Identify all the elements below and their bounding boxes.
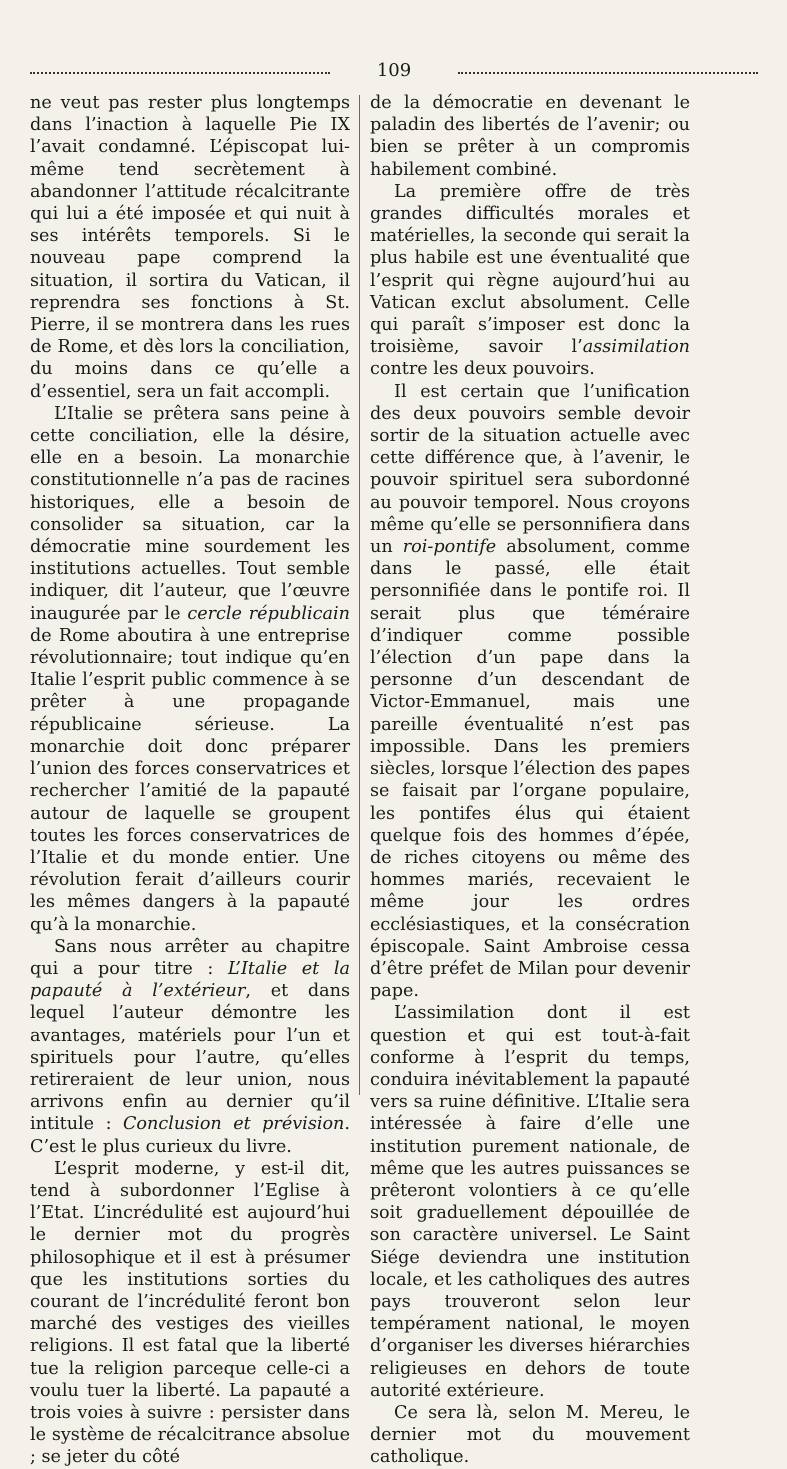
paragraph: [370, 1402, 690, 1469]
paragraph: [370, 1002, 690, 1402]
left-column: [30, 92, 350, 1469]
paragraph: [370, 181, 690, 381]
text-run: ne veut pas rester plus longtemps dans l’inaction à laquelle Pie IX l’avait condamné. L’épiscopat lui-même tend secrètement à abandonner l’attitude récalcitrante qui lui a été imposée et qui nuit à ses intérêts temporels. Si le nouveau pape comprend la situation, il sortira du Vatican, il reprendra ses fonctions à St. Pierre, il se montrera dans les rues de Rome, et dès lors la conciliation, du moins dans ce qu’elle a d’essentiel, sera un fait accompli.: [30, 93, 350, 402]
text-run: L’Italie se prêtera sans peine à cette conciliation, elle la désire, elle en a besoin. La monarchie constitutionnelle n’a pas de racines historiques, elle a besoin de consolider sa situation, car la démocratie mine sourdement les institutions actuelles. Tout semble indiquer, dit l’auteur, que l’œuvre inaugurée par le: [30, 403, 350, 624]
header-rule-right: [458, 72, 758, 74]
italic-text-run: roi-pontife: [402, 537, 497, 558]
text-run: Il est certain que l’unification des deux pouvoirs semble devoir sortir de la situation actuelle avec cette différence que, à l’avenir, le pouvoir spirituel sera subordonné au pouvoir temporel. Nous croyons même qu’elle se personnifiera dans un: [370, 381, 690, 558]
paragraph: [30, 92, 350, 403]
paragraph: [30, 403, 350, 936]
paragraph: [370, 381, 690, 1003]
paragraph: [30, 936, 350, 1158]
text-run: de Rome aboutira à une entreprise révolutionnaire; tout indique qu’en Italie l’esprit public commence à se prêter à une propagande républicaine sérieuse. La monarchie doit donc préparer l’union des forces conservatrices et rechercher l’amitié de la papauté autour de laquelle se groupent toutes les forces conservatrices de l’Italie et du monde entier. Une révolution ferait d’ailleurs courir les mêmes dangers à la papauté qu’à la monarchie.: [30, 625, 350, 935]
text-run: L’assimilation dont il est question et qui est tout-à-fait conforme à l’esprit du temps, conduira inévitablement la papauté vers sa ruine définitive. L’Italie sera intéressée à faire d’elle une institution purement nationale, de même que les autres puissances se prêteront volontiers à ce qu’elle soit graduellement dépouillée de son caractère universel. Le Saint Siége deviendra une institution locale, et les catholiques des autres pays trouveront selon leur tempérament national, le moyen d’organiser les diverses hiérarchies religieuses en dehors de toute autorité extérieure.: [370, 1003, 690, 1401]
paragraph: [30, 1158, 350, 1469]
italic-text-run: cercle républicain: [187, 603, 350, 624]
text-run: contre les deux pouvoirs.: [370, 359, 595, 380]
text-run: Sans nous arrêter au chapitre qui a pour titre :: [30, 936, 350, 979]
right-column: [370, 92, 690, 1469]
text-run: Ce sera là, selon M. Mereu, le dernier mot du mouvement catholique.: [370, 1402, 690, 1468]
column-divider: [359, 95, 360, 1095]
text-run: de la démocratie en devenant le paladin des libertés de l’avenir; ou bien se prêter à un compromis habilement combiné.: [370, 93, 690, 180]
text-run: . C’est le plus curieux du livre.: [30, 1114, 350, 1157]
italic-text-run: assimilation: [582, 337, 690, 358]
italic-text-run: Conclusion et prévision: [122, 1114, 345, 1135]
text-run: , et dans lequel l’auteur démontre les avantages, matériels pour l’un et spirituels pour l’autre, qu’elles retireraient de leur union, nous arrivons enfin au dernier qu’il intitule :: [30, 981, 350, 1135]
text-run: La première offre de très grandes difficultés morales et matérielles, la seconde qui serait la plus habile est une éventualité que l’esprit qui règne aujourd’hui au Vatican exclut absolument. Celle qui paraît s’imposer est donc la troisième, savoir l’: [370, 181, 690, 358]
text-run: absolument, comme dans le passé, elle était personnifiée dans le pontife roi. Il serait plus que téméraire d’indiquer comme possible l’élection d’un pape dans la personne d’un descendant de Victor-Emmanuel, mais une pareille éventualité n’est pas impossible. Dans les premiers siècles, lorsque l’élection des papes se faisait par l’organe populaire, les pontifes élus qui étaient quelque fois des hommes d’épée, de riches citoyens ou même des hommes mariés, recevaient le même jour les ordres ecclésiastiques, et la consécration épiscopale. Saint Ambroise cessa d’être préfet de Milan pour devenir pape.: [370, 537, 690, 1002]
italic-text-run: L’Italie et la papauté à l’extérieur: [30, 958, 350, 1002]
paragraph: [370, 92, 690, 181]
page-header: [30, 60, 758, 84]
page-number: 109: [376, 60, 412, 81]
text-run: L’esprit moderne, y est-il dit, tend à subordonner l’Eglise à l’Etat. L’incrédulité est aujourd’hui le dernier mot du progrès philosophique et il est à présumer que les institutions sorties du courant de l’incrédulité feront bon marché des vestiges des vieilles religions. Il est fatal que la liberté tue la religion parceque celle-ci a voulu tuer la liberté. La papauté a trois voies à suivre : persister dans le système de récalcitrance absolue ; se jeter du côté: [30, 1158, 350, 1468]
